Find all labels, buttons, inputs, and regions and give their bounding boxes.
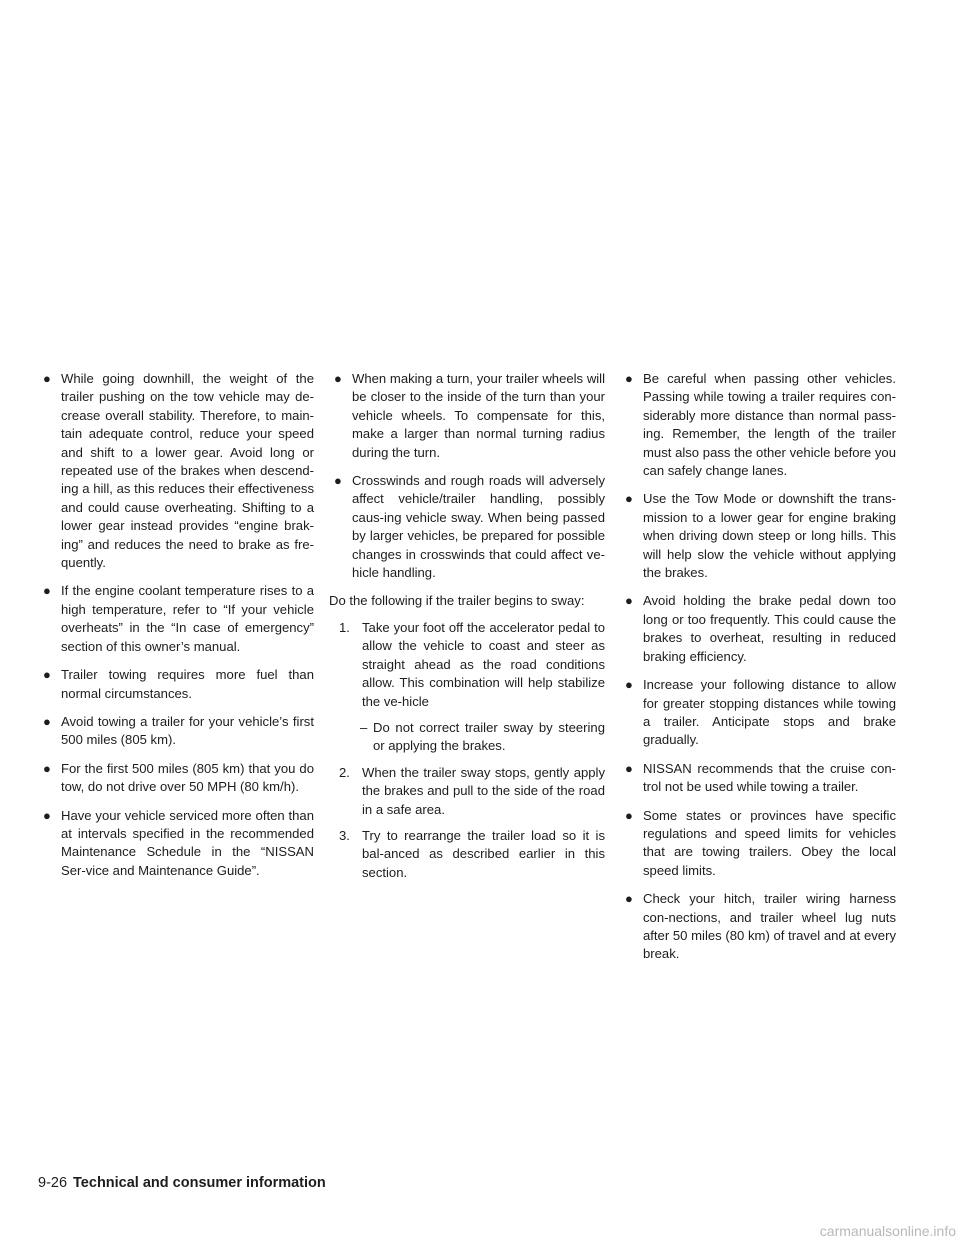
bullet-item: ● Some states or provinces have specific regulations and speed limits for vehicles that are towing trailers. Obey the local speed limits. [625,807,896,878]
bullet-icon: ● [625,491,633,507]
bullet-item: ● Be careful when passing other vehicles. Passing while towing a trailer requires con-siderably more distance than normal pass-ing. Remember, the length of the trailer must also pass the other vehicle before you can safely change lanes. [625,371,896,479]
bullet-item: ● Have your vehicle serviced more often than at intervals specified in the recommended Maintenance Schedule in the “NISSAN Ser-vice and Maintenance Guide”. [43,807,314,878]
step-number: 1. [339,619,350,635]
page-number: 9-26 [38,1175,68,1191]
bullet-item: ● NISSAN recommends that the cruise con-trol not be used while towing a trailer. [625,760,896,795]
column-3 [620,370,896,974]
bullet-item: ● If the engine coolant temperature rises to a high temperature, refer to “If your vehicle overheats” in the “In case of emergency” section of this owner’s manual. [43,583,314,654]
step-item: 2. When the trailer sway stops, gently apply the brakes and pull to the side of the road in a safe area. [339,764,605,817]
step-item: 1. Take your foot off the accelerator pedal to allow the vehicle to coast and steer as straight ahead as the road conditions allow. This combination will help stabilize the ve-hicle [339,619,605,709]
bullet-icon: ● [625,593,633,609]
bullet-icon: ● [334,371,342,386]
bullet-icon: ● [625,371,633,386]
section-title: Technical and consumer information [73,1175,326,1191]
bullet-icon: ● [625,760,633,776]
bullet-item: ● Crosswinds and rough roads will adversely affect vehicle/trailer handling, possibly caus-ing vehicle sway. When being passed by larger vehicles, be prepared for possible changes in crosswinds that could affect ve-hicle handling. [334,473,605,581]
step-item: 3. Try to rearrange the trailer load so it is bal-anced as described earlier in this section. [339,827,605,880]
bullet-icon: ● [625,807,633,823]
sway-steps [329,619,605,882]
column-1 [38,370,314,890]
sub-item: – Do not correct trailer sway by steering or applying the brakes. [360,719,605,754]
step-number: 2. [339,764,350,780]
bullet-item: ● Trailer towing requires more fuel than normal circumstances. [43,667,314,701]
column-2 [329,370,605,890]
bullet-icon: ● [625,891,633,907]
bullet-item: ● When making a turn, your trailer wheels will be closer to the inside of the turn than your vehicle wheels. To compensate for this, make a larger than normal turning radius during the turn. [334,371,605,460]
bullet-item: ● Avoid holding the brake pedal down too long or too frequently. This could cause the brakes to overheat, resulting in reduced braking efficiency. [625,593,896,664]
bullet-item: ● Avoid towing a trailer for your vehicle’s first 500 miles (805 km). [43,713,314,748]
bullet-item: ● Check your hitch, trailer wiring harness con-nections, and trailer wheel lug nuts after 50 miles (80 km) of travel and at every break. [625,891,896,962]
bullet-icon: ● [625,677,633,693]
bullet-icon: ● [43,807,51,823]
sway-intro: Do the following if the trailer begins to sway: [329,593,585,609]
dash-icon: – [360,719,368,735]
bullet-item: ● While going downhill, the weight of the trailer pushing on the tow vehicle may de-crease overall stability. Therefore, to main-tain adequate control, reduce your speed and shift to a lower gear. Avoid long or repeated use of the brakes when descend-ing a hill, as this reduces their effectiveness and could cause overheating. Shifting to a lower gear instead provides “engine brak-ing” and reduces the need to brake as fre-quently. [43,371,314,571]
watermark[interactable]: carmanualsonline.info [819,1223,956,1239]
bullet-icon: ● [43,371,51,386]
page-footer [38,1175,326,1191]
bullet-icon: ● [43,713,51,729]
step-number: 3. [339,827,350,843]
bullet-icon: ● [43,583,51,599]
bullet-item: ● Increase your following distance to allow for greater stopping distances while towing a trailer. Anticipate stops and brake gradually. [625,677,896,748]
bullet-icon: ● [334,473,342,489]
bullet-icon: ● [43,760,51,776]
bullet-item: ● For the first 500 miles (805 km) that you do tow, do not drive over 50 MPH (80 km/h). [43,760,314,795]
bullet-icon: ● [43,667,51,683]
bullet-item: ● Use the Tow Mode or downshift the trans-mission to a lower gear for engine braking when driving down steep or long hills. This will help slow the vehicle without applying the brakes. [625,491,896,581]
